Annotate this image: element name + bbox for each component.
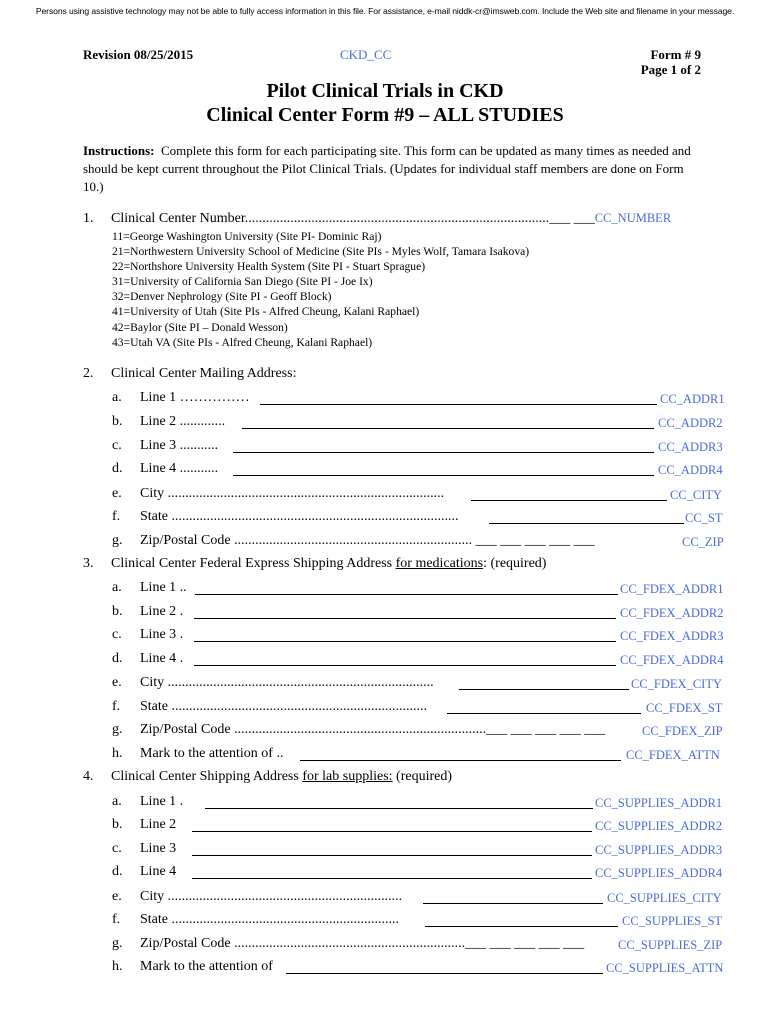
- supplies-line4-field[interactable]: [192, 878, 592, 879]
- site-item: 32=Denver Nephrology (Site PI - Geoff Block): [112, 290, 332, 304]
- fedex-state-row: [112, 699, 727, 717]
- mailing-line1-field[interactable]: [260, 404, 657, 405]
- row-label: Line 3 ...........: [140, 438, 219, 453]
- row-label: Mark to the attention of: [140, 959, 273, 974]
- supplies-line1-row: [112, 794, 727, 812]
- field-code: CC_FDEX_ST: [646, 701, 723, 715]
- row-letter: g.: [112, 533, 123, 548]
- mailing-line2-field[interactable]: [242, 428, 654, 429]
- row-label: Line 2 .: [140, 604, 184, 619]
- fedex-line4-row: [112, 651, 727, 669]
- field-code: CC_SUPPLIES_ADDR3: [595, 843, 723, 857]
- row-label: State .................................................................: [140, 912, 399, 927]
- row-label: City ...............................................................................: [140, 486, 445, 501]
- row-letter: e.: [112, 889, 122, 904]
- section-2-label: Clinical Center Mailing Address:: [111, 366, 297, 381]
- field-code: CC_CITY: [670, 488, 723, 502]
- mailing-zip-row: [112, 533, 727, 551]
- field-code: CC_SUPPLIES_ADDR2: [595, 819, 723, 833]
- accessibility-notice: Persons using assistive technology may not be able to fully access information in this file. For assistance, e-mail niddk-cr@imsweb.com. Include the Web site and filename in your message.: [35, 6, 735, 16]
- section-2-number: 2.: [83, 366, 94, 381]
- mailing-city-field[interactable]: [471, 500, 667, 501]
- field-code: CC_ZIP: [682, 535, 724, 549]
- section-3-label-underlined: for medications: [395, 556, 484, 571]
- fedex-city-field[interactable]: [459, 689, 629, 690]
- instructions-text: Complete this form for each participating site. This form can be updated as many times as needed and should be kept current throughout the Pilot Clinical Trials. (Updates for individual staff members are done on Form 10.): [83, 143, 691, 194]
- row-letter: c.: [112, 841, 122, 856]
- field-code: CC_ADDR3: [658, 440, 723, 454]
- row-letter: h.: [112, 959, 123, 974]
- page-title: Pilot Clinical Trials in CKD: [266, 80, 504, 102]
- row-label: Line 4 .: [140, 651, 184, 666]
- fedex-line3-row: [112, 627, 727, 645]
- field-code: CC_FDEX_ADDR2: [620, 606, 724, 620]
- row-label: City ............................................................................: [140, 675, 434, 690]
- row-label: Line 1 ……………: [140, 390, 250, 405]
- row-label: Line 3 .: [140, 627, 184, 642]
- row-label: Zip/Postal Code ........................................................................___ ___ ___ ___ ___: [140, 722, 606, 737]
- form-number: Form # 9: [650, 47, 701, 62]
- section-3-heading: [83, 556, 546, 572]
- field-code: CC_FDEX_ZIP: [642, 724, 723, 738]
- fedex-line4-field[interactable]: [194, 665, 616, 666]
- row-label: Line 4: [140, 864, 177, 879]
- section-1-label: Clinical Center Number.......................................................................................___ ___: [111, 211, 595, 226]
- site-item: 41=University of Utah (Site PIs - Alfred Cheung, Kalani Raphael): [112, 305, 420, 319]
- row-label: Mark to the attention of ..: [140, 746, 284, 761]
- section-1-number: 1.: [83, 211, 94, 226]
- row-letter: g.: [112, 722, 123, 737]
- fedex-line1-field[interactable]: [195, 594, 618, 595]
- supplies-city-field[interactable]: [423, 903, 603, 904]
- section-4-heading: [83, 769, 452, 785]
- section-3-label: Clinical Center Federal Express Shipping Address: [111, 556, 396, 571]
- fedex-attn-field[interactable]: [300, 760, 621, 761]
- field-code: CC_SUPPLIES_ST: [622, 914, 723, 928]
- site-item: 31=University of California San Diego (Site PI - Joe Ix): [112, 275, 373, 289]
- row-label: Line 3: [140, 841, 177, 856]
- mailing-line1-row: [112, 390, 727, 408]
- site-item: 22=Northshore University Health System (Site PI - Stuart Sprague): [112, 260, 426, 274]
- row-label: City ...................................................................: [140, 889, 403, 904]
- fedex-zip-row: [112, 722, 727, 740]
- supplies-line3-row: [112, 841, 727, 859]
- field-code: CC_SUPPLIES_ATTN: [606, 961, 724, 975]
- field-code: CC_SUPPLIES_CITY: [607, 891, 722, 905]
- fedex-line3-field[interactable]: [194, 641, 616, 642]
- form-code: CKD_CC: [340, 47, 392, 62]
- row-letter: b.: [112, 817, 123, 832]
- field-code: CC_FDEX_ADDR4: [620, 653, 724, 667]
- row-label: Zip/Postal Code .................................................................... ___ ___ ___ ___ ___: [140, 533, 595, 548]
- site-item: 21=Northwestern University School of Medicine (Site PIs - Myles Wolf, Tamara Isakova): [112, 245, 530, 259]
- section-2-heading: [83, 366, 296, 382]
- section-4-number: 4.: [83, 769, 94, 784]
- row-label: Line 2 .............: [140, 414, 226, 429]
- instructions-label: Instructions:: [83, 143, 155, 158]
- row-letter: d.: [112, 651, 123, 666]
- fedex-line1-row: [112, 580, 727, 598]
- row-letter: a.: [112, 390, 122, 405]
- section-4-label: Clinical Center Shipping Address: [111, 769, 303, 784]
- supplies-city-row: [112, 889, 727, 907]
- row-letter: e.: [112, 675, 122, 690]
- supplies-attn-row: [112, 959, 727, 977]
- supplies-state-row: [112, 912, 727, 930]
- mailing-city-row: [112, 486, 727, 504]
- site-item: 42=Baylor (Site PI – Donald Wesson): [112, 320, 288, 334]
- mailing-line2-row: [112, 414, 727, 432]
- field-code: CC_FDEX_ADDR1: [620, 582, 724, 596]
- fedex-city-row: [112, 675, 727, 693]
- supplies-state-field[interactable]: [425, 926, 618, 927]
- row-letter: a.: [112, 794, 122, 809]
- section-1-heading: [83, 211, 671, 227]
- site-item: 43=Utah VA (Site PIs - Alfred Cheung, Kalani Raphael): [112, 335, 373, 349]
- mailing-line3-row: [112, 438, 727, 456]
- row-label: Line 4 ...........: [140, 461, 219, 476]
- supplies-line3-field[interactable]: [192, 855, 592, 856]
- site-item: 11=George Washington University (Site PI- Dominic Raj): [112, 230, 382, 243]
- supplies-line1-field[interactable]: [205, 808, 593, 809]
- row-letter: c.: [112, 627, 122, 642]
- field-code: CC_FDEX_ATTN: [626, 748, 720, 762]
- section-4-label-underlined: for lab supplies:: [302, 769, 393, 784]
- mailing-line4-field[interactable]: [233, 475, 654, 476]
- row-label: Line 1 ..: [140, 580, 187, 595]
- mailing-line4-row: [112, 461, 727, 479]
- mailing-line3-field[interactable]: [233, 452, 654, 453]
- revision-date: Revision 08/25/2015: [83, 47, 194, 62]
- row-label: Zip/Postal Code ..................................................................___ ___ ___ ___ ___: [140, 936, 585, 951]
- field-code: CC_ADDR1: [660, 392, 725, 406]
- field-code: CC_SUPPLIES_ADDR4: [595, 866, 723, 880]
- fedex-attn-row: [112, 746, 727, 764]
- fedex-line2-field[interactable]: [194, 618, 616, 619]
- field-code: CC_ADDR2: [658, 416, 723, 430]
- row-label: Line 2: [140, 817, 177, 832]
- cc-number-code: CC_NUMBER: [594, 211, 672, 225]
- supplies-attn-field[interactable]: [286, 973, 603, 974]
- page-number: Page 1 of 2: [640, 62, 701, 77]
- field-code: CC_ST: [685, 511, 723, 525]
- supplies-zip-row: [112, 936, 727, 954]
- fedex-state-field[interactable]: [447, 713, 641, 714]
- row-letter: f.: [112, 699, 121, 714]
- row-letter: b.: [112, 604, 123, 619]
- row-letter: f.: [112, 509, 121, 524]
- row-label: Line 1 .: [140, 794, 184, 809]
- section-4-label-suffix: (required): [392, 769, 453, 784]
- row-letter: d.: [112, 461, 123, 476]
- site-list: [112, 229, 529, 350]
- fedex-line2-row: [112, 604, 727, 622]
- field-code: CC_ADDR4: [658, 463, 723, 477]
- row-letter: c.: [112, 438, 122, 453]
- mailing-state-field[interactable]: [489, 523, 684, 524]
- row-letter: b.: [112, 414, 123, 429]
- field-code: CC_SUPPLIES_ADDR1: [595, 796, 723, 810]
- row-letter: e.: [112, 486, 122, 501]
- row-letter: f.: [112, 912, 121, 927]
- page-subtitle: Clinical Center Form #9 – ALL STUDIES: [206, 104, 564, 126]
- field-code: CC_SUPPLIES_ZIP: [618, 938, 723, 952]
- row-label: State .........................................................................: [140, 699, 427, 714]
- section-3-number: 3.: [83, 556, 94, 571]
- field-code: CC_FDEX_ADDR3: [620, 629, 724, 643]
- instructions: [83, 142, 703, 196]
- row-letter: h.: [112, 746, 123, 761]
- row-label: State ..................................................................................: [140, 509, 459, 524]
- row-letter: g.: [112, 936, 123, 951]
- row-letter: d.: [112, 864, 123, 879]
- form-number-block: [641, 47, 701, 77]
- mailing-state-row: [112, 509, 727, 527]
- supplies-line4-row: [112, 864, 727, 882]
- field-code: CC_FDEX_CITY: [631, 677, 722, 691]
- row-letter: a.: [112, 580, 122, 595]
- supplies-line2-field[interactable]: [192, 831, 592, 832]
- supplies-line2-row: [112, 817, 727, 835]
- section-3-label-suffix: : (required): [483, 556, 547, 571]
